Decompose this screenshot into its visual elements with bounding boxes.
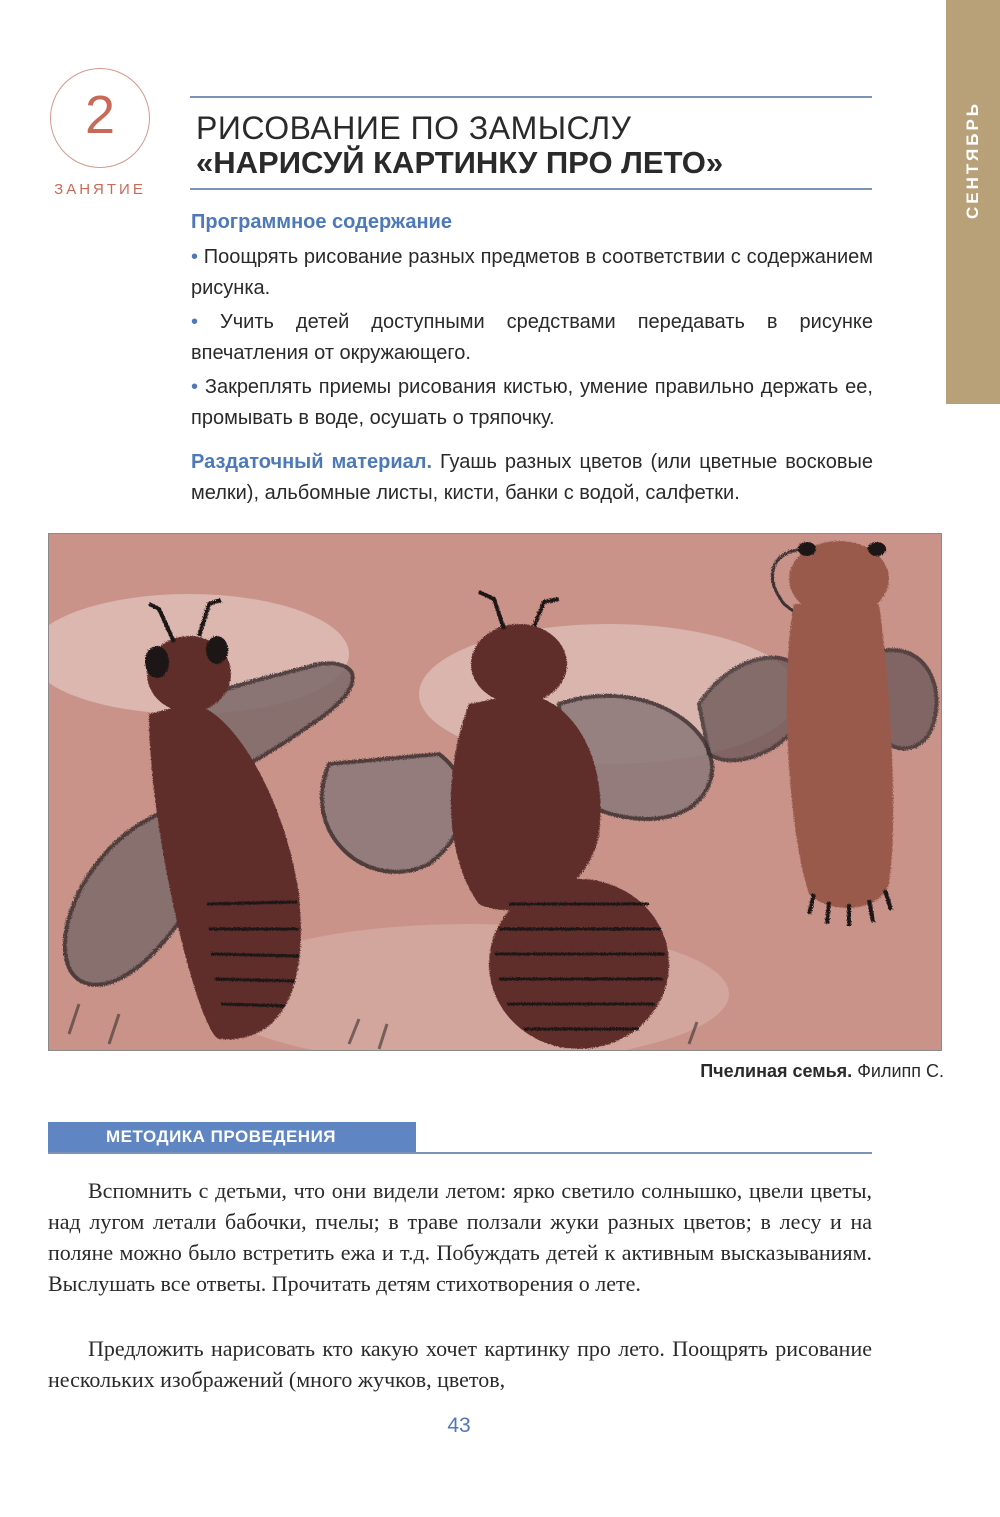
materials-paragraph	[191, 447, 873, 509]
bee-3-body	[787, 604, 893, 908]
caption-title: Пчелиная семья.	[700, 1061, 853, 1081]
bullet-marker: •	[191, 311, 199, 333]
lesson-title-line-2: «НАРИСУЙ КАРТИНКУ ПРО ЛЕТО»	[196, 145, 724, 180]
title-top-rule	[190, 96, 872, 98]
bullet-marker: •	[191, 246, 199, 268]
bee-2-head	[471, 624, 567, 704]
method-rule	[48, 1152, 872, 1154]
lesson-number: 2	[84, 85, 116, 145]
caption-author: Филипп С.	[857, 1061, 944, 1081]
lesson-word: ЗАНЯТИЕ	[54, 181, 146, 198]
program-item-text: Поощрять рисование разных предметов в соответствии с содержанием рисунка.	[191, 246, 873, 299]
bee-drawing	[49, 534, 942, 1051]
program-item	[191, 242, 873, 304]
lesson-title-line-1: РИСОВАНИЕ ПО ЗАМЫСЛУ	[196, 110, 632, 146]
title-bottom-rule	[190, 188, 872, 190]
month-label: СЕНТЯБРЬ	[963, 100, 982, 220]
bee-family-illustration	[48, 533, 942, 1051]
materials-text: Гуашь разных цветов (или цветные восковые мелки), альбомные листы, кисти, банки с водой, салфетки.	[191, 451, 874, 504]
page-number: 43	[447, 1414, 471, 1437]
program-item	[191, 307, 873, 369]
materials-label: Раздаточный материал.	[191, 451, 433, 473]
illustration-caption	[700, 1061, 944, 1082]
program-item-text: Учить детей доступными средствами передавать в рисунке впечатления от окружающего.	[191, 311, 873, 364]
method-heading-bar	[48, 1122, 416, 1152]
method-paragraph: Предложить нарисовать кто какую хочет картинку про лето. Поощрять рисование нескольких изображений (много жучков, цветов,	[48, 1336, 872, 1392]
program-item	[191, 372, 873, 434]
program-item-text: Закреплять приемы рисования кистью, умение правильно держать ее, промывать в воде, осушать о тряпочку.	[191, 376, 873, 429]
month-side-tab	[946, 0, 1000, 404]
bullet-marker: •	[191, 376, 199, 398]
lesson-number-badge	[50, 68, 150, 168]
method-heading: МЕТОДИКА ПРОВЕДЕНИЯ	[106, 1127, 337, 1146]
program-heading: Программное содержание	[191, 211, 452, 233]
method-paragraph: Вспомнить с детьми, что они видели летом: ярко светило солнышко, цвели цветы, над лугом летали бабочки, пчелы; в траве ползали жуки разных цветов; в лесу и на поляне можно было встретить ежа и т.д. Побуждать детей к активным высказываниям. Выслушать все ответы. Прочитать детям стихотворения о лете.	[48, 1178, 872, 1296]
